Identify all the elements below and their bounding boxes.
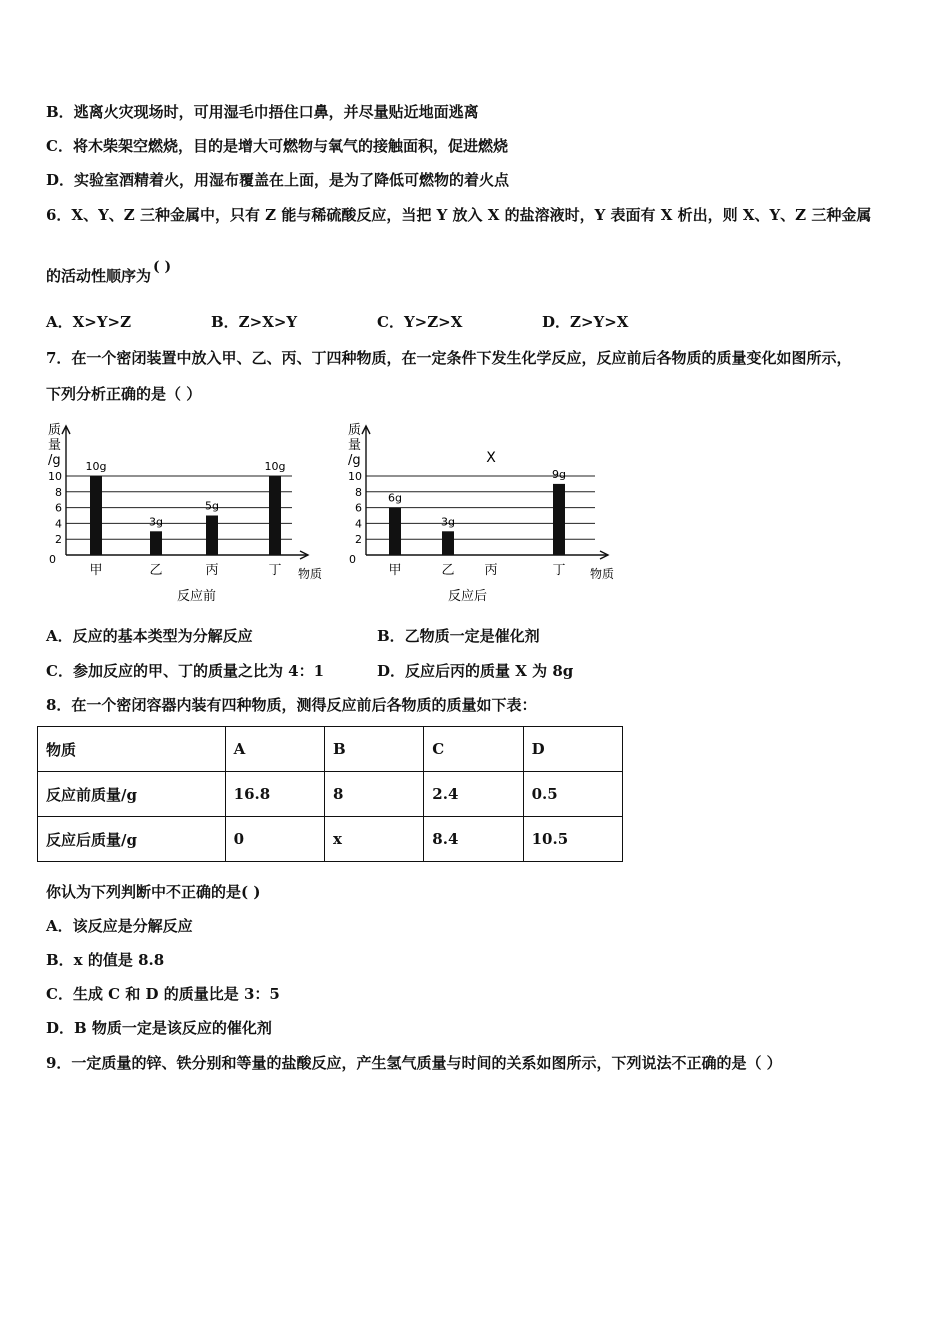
q8-option-d: D．B 物质一定是该反应的催化剂 [46,1019,272,1037]
q8-option-a: A．该反应是分解反应 [46,917,193,935]
chart-before-reaction [40,420,340,610]
table-cell: 反应前质量/g [38,772,226,817]
table-header-cell: 物质 [38,727,226,772]
bar [553,484,565,555]
category-label: 甲 [89,563,103,578]
y-axis-label: 质量/g [48,423,62,468]
q6-stem-line1: 6．X、Y、Z 三种金属中，只有 Z 能与稀硫酸反应，当把 Y 放入 X 的盐溶液时，Y 表面有 X 析出，则 X、Y、Z 三种金属 [46,206,872,224]
q8-option-c: C．生成 C 和 D 的质量比是 3：5 [46,985,280,1003]
table-row [38,817,623,862]
q9-stem: 9．一定质量的锌、铁分别和等量的盐酸反应，产生氢气质量与时间的关系如图所示，下列说法不正确的是（ ） [46,1054,782,1072]
table-cell: 16.8 [225,772,324,817]
category-label: 丁 [268,563,282,578]
bar [442,531,454,555]
table-header-cell: C [424,727,523,772]
x-axis-label: 物质 [590,567,615,581]
data-label: 10g [85,460,107,473]
table-cell: 2.4 [424,772,523,817]
q5-option-b: B．逃离火灾现场时，可用湿毛巾捂住口鼻，并尽量贴近地面逃离 [46,103,479,121]
q6-option-d: D．Z>Y>X [542,313,629,331]
y-tick-label: 10 [48,470,62,483]
bar [90,476,102,555]
y-axis-label: 质量/g [348,423,362,468]
q7-stem-line2: 下列分析正确的是（ ） [46,385,202,403]
table-header-row [38,727,623,772]
q6-answer-paren: ( ) [153,259,172,275]
category-label: 乙 [441,563,455,578]
q8-question: 你认为下列判断中不正确的是( ) [46,883,261,901]
y-tick-label: 2 [355,533,362,547]
data-label: 9g [552,467,566,481]
table-cell: 反应后质量/g [38,817,226,862]
category-label: 丁 [552,563,566,578]
q6-stem-line2 [46,259,172,287]
q7-stem-line1: 7．在一个密闭装置中放入甲、乙、丙、丁四种物质，在一定条件下发生化学反应，反应前后各物质的质量变化如图所示， [46,349,852,367]
category-label: 乙 [149,563,163,578]
q8-stem: 8．在一个密闭容器内装有四种物质，测得反应前后各物质的质量如下表： [46,696,537,714]
data-label: 3g [441,515,455,529]
q7-option-a: A．反应的基本类型为分解反应 [46,627,253,645]
y-tick-label: 8 [55,485,62,499]
mass-table [37,726,623,862]
chart-title: 反应前 [177,589,217,604]
data-label: X [486,450,496,466]
y-tick-label: 4 [55,517,62,531]
category-label: 丙 [484,563,498,578]
q6-option-a: A．X>Y>Z [46,313,132,331]
chart-title: 反应后 [448,589,488,604]
q6-option-b: B．Z>X>Y [211,313,298,331]
data-label: 10g [264,460,286,473]
table-header-cell: A [225,727,324,772]
q7-option-d: D．反应后丙的质量 X 为 8g [377,662,574,680]
y-tick-label: 6 [55,501,62,515]
chart-after-reaction [340,420,640,610]
table-row [38,772,623,817]
table-cell: 10.5 [523,817,622,862]
bar [206,516,218,556]
category-label: 甲 [388,563,402,578]
y-tick-label: 2 [55,533,62,547]
table-cell: 8 [324,772,423,817]
x-axis-label: 物质 [298,567,323,581]
data-label: 6g [388,491,402,505]
q7-option-c: C．参加反应的甲、丁的质量之比为 4：1 [46,662,325,680]
table-cell: 0.5 [523,772,622,817]
y-tick-label: 6 [355,501,362,515]
q5-option-d: D．实验室酒精着火，用湿布覆盖在上面，是为了降低可燃物的着火点 [46,171,510,189]
y-tick-label: 0 [349,553,356,566]
bar [150,531,162,555]
y-tick-label: 8 [355,485,362,499]
data-label: 3g [149,515,163,529]
data-label: 5g [205,499,219,513]
table-cell: 8.4 [424,817,523,862]
bar [389,508,401,555]
q6-option-c: C．Y>Z>X [377,313,463,331]
bar [269,476,281,555]
table-header-cell: D [523,727,622,772]
table-cell: x [324,817,423,862]
q6-stem-text: 的活动性顺序为 [46,267,152,285]
y-tick-label: 4 [355,517,362,531]
q7-option-b: B．乙物质一定是催化剂 [377,627,540,645]
table-cell: 0 [225,817,324,862]
y-tick-label: 10 [348,470,362,483]
table-header-cell: B [324,727,423,772]
y-tick-label: 0 [49,553,56,566]
q8-option-b: B．x 的值是 8.8 [46,951,165,969]
q5-option-c: C．将木柴架空燃烧，目的是增大可燃物与氧气的接触面积，促进燃烧 [46,137,508,155]
category-label: 丙 [205,563,219,578]
